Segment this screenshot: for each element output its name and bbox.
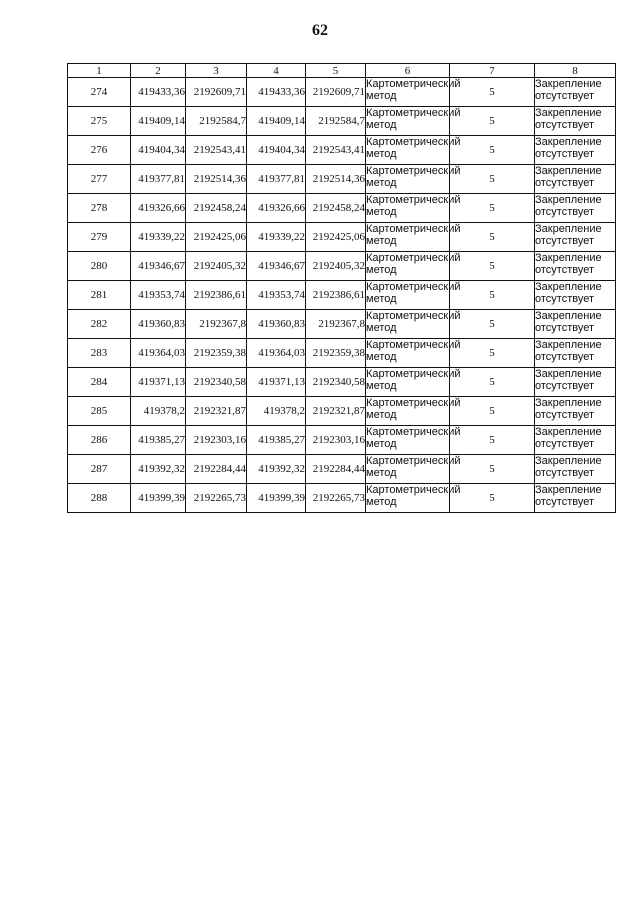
y-coordinate-cell: 2192425,06: [186, 223, 247, 252]
x-coordinate-cell-2: 419326,66: [247, 194, 306, 223]
x-coordinate-cell: 419353,74: [131, 281, 186, 310]
y-coordinate-cell: 2192584,7: [186, 107, 247, 136]
table-row: [68, 252, 616, 281]
fixing-cell: Закрепление отсутствует: [535, 339, 616, 368]
accuracy-cell: 5: [450, 194, 535, 223]
x-coordinate-cell: 419409,14: [131, 107, 186, 136]
y-coordinate-cell-2: 2192386,61: [306, 281, 366, 310]
accuracy-cell: 5: [450, 252, 535, 281]
method-cell: Картометрический метод: [366, 368, 450, 397]
y-coordinate-cell: 2192386,61: [186, 281, 247, 310]
point-number-cell: 282: [68, 310, 131, 339]
y-coordinate-cell-2: 2192514,36: [306, 165, 366, 194]
fixing-cell: Закрепление отсутствует: [535, 484, 616, 513]
accuracy-cell: 5: [450, 223, 535, 252]
header-cell: 8: [535, 64, 616, 78]
accuracy-cell: 5: [450, 368, 535, 397]
x-coordinate-cell: 419346,67: [131, 252, 186, 281]
header-cell: 2: [131, 64, 186, 78]
x-coordinate-cell: 419364,03: [131, 339, 186, 368]
method-cell: Картометрический метод: [366, 107, 450, 136]
x-coordinate-cell-2: 419371,13: [247, 368, 306, 397]
accuracy-cell: 5: [450, 484, 535, 513]
table-row: [68, 107, 616, 136]
fixing-cell: Закрепление отсутствует: [535, 107, 616, 136]
y-coordinate-cell-2: 2192458,24: [306, 194, 366, 223]
y-coordinate-cell-2: 2192405,32: [306, 252, 366, 281]
table-row: [68, 397, 616, 426]
point-number-cell: 277: [68, 165, 131, 194]
y-coordinate-cell-2: 2192367,8: [306, 310, 366, 339]
point-number-cell: 283: [68, 339, 131, 368]
x-coordinate-cell: 419385,27: [131, 426, 186, 455]
y-coordinate-cell: 2192359,38: [186, 339, 247, 368]
method-cell: Картометрический метод: [366, 339, 450, 368]
method-cell: Картометрический метод: [366, 484, 450, 513]
method-cell: Картометрический метод: [366, 310, 450, 339]
table-row: [68, 484, 616, 513]
fixing-cell: Закрепление отсутствует: [535, 397, 616, 426]
method-cell: Картометрический метод: [366, 194, 450, 223]
fixing-cell: Закрепление отсутствует: [535, 78, 616, 107]
y-coordinate-cell: 2192340,58: [186, 368, 247, 397]
y-coordinate-cell-2: 2192265,73: [306, 484, 366, 513]
method-cell: Картометрический метод: [366, 223, 450, 252]
x-coordinate-cell-2: 419364,03: [247, 339, 306, 368]
x-coordinate-cell-2: 419339,22: [247, 223, 306, 252]
x-coordinate-cell: 419326,66: [131, 194, 186, 223]
table-row: [68, 281, 616, 310]
fixing-cell: Закрепление отсутствует: [535, 426, 616, 455]
header-cell: 4: [247, 64, 306, 78]
y-coordinate-cell-2: 2192609,71: [306, 78, 366, 107]
accuracy-cell: 5: [450, 339, 535, 368]
point-number-cell: 287: [68, 455, 131, 484]
y-coordinate-cell: 2192514,36: [186, 165, 247, 194]
y-coordinate-cell-2: 2192359,38: [306, 339, 366, 368]
header-cell: 3: [186, 64, 247, 78]
coordinates-table: [67, 63, 616, 513]
y-coordinate-cell: 2192367,8: [186, 310, 247, 339]
x-coordinate-cell: 419399,39: [131, 484, 186, 513]
method-cell: Картометрический метод: [366, 136, 450, 165]
point-number-cell: 278: [68, 194, 131, 223]
fixing-cell: Закрепление отсутствует: [535, 223, 616, 252]
table-row: [68, 223, 616, 252]
x-coordinate-cell-2: 419378,2: [247, 397, 306, 426]
header-cell: 7: [450, 64, 535, 78]
point-number-cell: 279: [68, 223, 131, 252]
accuracy-cell: 5: [450, 310, 535, 339]
x-coordinate-cell-2: 419377,81: [247, 165, 306, 194]
x-coordinate-cell-2: 419346,67: [247, 252, 306, 281]
x-coordinate-cell-2: 419399,39: [247, 484, 306, 513]
table-row: [68, 194, 616, 223]
y-coordinate-cell-2: 2192425,06: [306, 223, 366, 252]
y-coordinate-cell-2: 2192543,41: [306, 136, 366, 165]
x-coordinate-cell-2: 419353,74: [247, 281, 306, 310]
x-coordinate-cell-2: 419433,36: [247, 78, 306, 107]
y-coordinate-cell-2: 2192321,87: [306, 397, 366, 426]
method-cell: Картометрический метод: [366, 165, 450, 194]
accuracy-cell: 5: [450, 107, 535, 136]
accuracy-cell: 5: [450, 281, 535, 310]
x-coordinate-cell: 419392,32: [131, 455, 186, 484]
accuracy-cell: 5: [450, 397, 535, 426]
fixing-cell: Закрепление отсутствует: [535, 368, 616, 397]
accuracy-cell: 5: [450, 136, 535, 165]
fixing-cell: Закрепление отсутствует: [535, 455, 616, 484]
point-number-cell: 274: [68, 78, 131, 107]
x-coordinate-cell: 419371,13: [131, 368, 186, 397]
point-number-cell: 284: [68, 368, 131, 397]
y-coordinate-cell-2: 2192340,58: [306, 368, 366, 397]
x-coordinate-cell-2: 419360,83: [247, 310, 306, 339]
y-coordinate-cell: 2192543,41: [186, 136, 247, 165]
table-row: [68, 136, 616, 165]
accuracy-cell: 5: [450, 78, 535, 107]
point-number-cell: 285: [68, 397, 131, 426]
point-number-cell: 275: [68, 107, 131, 136]
fixing-cell: Закрепление отсутствует: [535, 281, 616, 310]
y-coordinate-cell: 2192609,71: [186, 78, 247, 107]
point-number-cell: 286: [68, 426, 131, 455]
method-cell: Картометрический метод: [366, 426, 450, 455]
x-coordinate-cell: 419360,83: [131, 310, 186, 339]
point-number-cell: 288: [68, 484, 131, 513]
y-coordinate-cell-2: 2192303,16: [306, 426, 366, 455]
accuracy-cell: 5: [450, 426, 535, 455]
x-coordinate-cell: 419433,36: [131, 78, 186, 107]
y-coordinate-cell: 2192284,44: [186, 455, 247, 484]
method-cell: Картометрический метод: [366, 281, 450, 310]
x-coordinate-cell: 419339,22: [131, 223, 186, 252]
header-cell: 5: [306, 64, 366, 78]
y-coordinate-cell: 2192405,32: [186, 252, 247, 281]
table-row: [68, 310, 616, 339]
y-coordinate-cell: 2192321,87: [186, 397, 247, 426]
y-coordinate-cell-2: 2192584,7: [306, 107, 366, 136]
point-number-cell: 281: [68, 281, 131, 310]
x-coordinate-cell: 419377,81: [131, 165, 186, 194]
header-cell: 1: [68, 64, 131, 78]
x-coordinate-cell: 419378,2: [131, 397, 186, 426]
accuracy-cell: 5: [450, 165, 535, 194]
x-coordinate-cell-2: 419385,27: [247, 426, 306, 455]
y-coordinate-cell: 2192265,73: [186, 484, 247, 513]
table-row: [68, 339, 616, 368]
fixing-cell: Закрепление отсутствует: [535, 194, 616, 223]
header-row: [68, 64, 616, 78]
x-coordinate-cell-2: 419392,32: [247, 455, 306, 484]
y-coordinate-cell: 2192303,16: [186, 426, 247, 455]
fixing-cell: Закрепление отсутствует: [535, 252, 616, 281]
accuracy-cell: 5: [450, 455, 535, 484]
y-coordinate-cell: 2192458,24: [186, 194, 247, 223]
fixing-cell: Закрепление отсутствует: [535, 310, 616, 339]
table-row: [68, 455, 616, 484]
fixing-cell: Закрепление отсутствует: [535, 165, 616, 194]
table-body: [68, 78, 616, 513]
method-cell: Картометрический метод: [366, 252, 450, 281]
point-number-cell: 276: [68, 136, 131, 165]
header-cell: 6: [366, 64, 450, 78]
table-row: [68, 368, 616, 397]
table-row: [68, 78, 616, 107]
y-coordinate-cell-2: 2192284,44: [306, 455, 366, 484]
method-cell: Картометрический метод: [366, 78, 450, 107]
table-row: [68, 165, 616, 194]
method-cell: Картометрический метод: [366, 397, 450, 426]
page-number: 62: [312, 22, 328, 39]
fixing-cell: Закрепление отсутствует: [535, 136, 616, 165]
point-number-cell: 280: [68, 252, 131, 281]
x-coordinate-cell-2: 419409,14: [247, 107, 306, 136]
table-row: [68, 426, 616, 455]
x-coordinate-cell-2: 419404,34: [247, 136, 306, 165]
method-cell: Картометрический метод: [366, 455, 450, 484]
x-coordinate-cell: 419404,34: [131, 136, 186, 165]
